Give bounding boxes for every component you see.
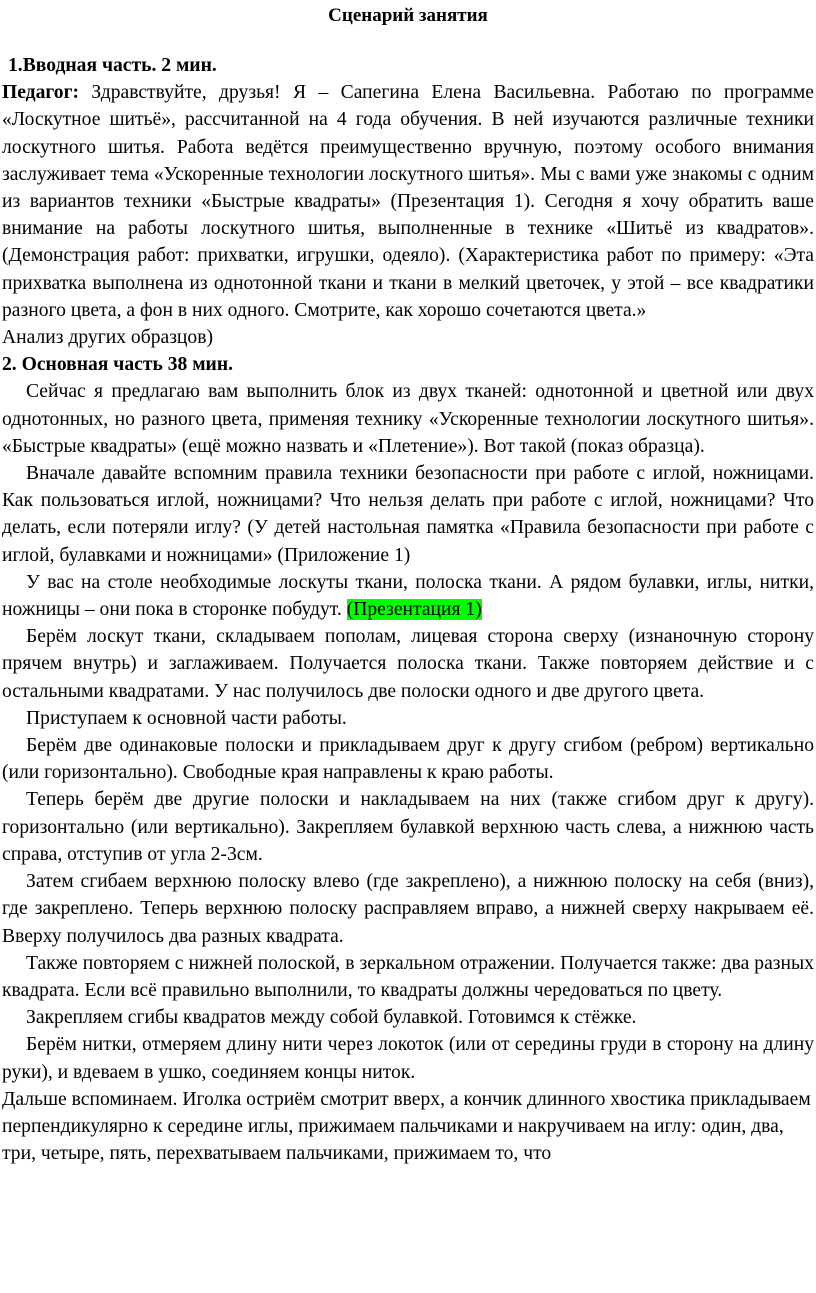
speaker-label: Педагог: [2, 82, 80, 104]
paragraph-12: Дальше вспоминаем. Иголка остриём смотрит вверх, а кончик длинного хвостика прикладываем перпендикулярно к середине иглы, прижимаем пальчиками и накручиваем на иглу: один, два, три, четыре, пять, перехватываем пальчиками, прижимаем то, что [2, 1088, 811, 1165]
paragraph-1: Сейчас я предлагаю вам выполнить блок из двух тканей: однотонной и цветной или двух однотонных, но разного цвета, применяя технику «Ускоренные технологии лоскутного шитья». «Быстрые квадраты» (ещё можно назвать и «Плетение»). Вот такой (показ образца). [2, 381, 814, 457]
paragraph-9: Также повторяем с нижней полоской, в зеркальном отражении. Получается также: два разных квадрата. Если всё правильно выполнили, то квадраты должны чередоваться по цвету. [2, 952, 814, 1001]
section-heading-intro: 1.Вводная часть. 2 мин. [8, 55, 217, 76]
intro-paragraph [2, 79, 814, 324]
section-heading-main: 2. Основная часть 38 мин. [2, 354, 234, 376]
paragraph-3 [2, 569, 814, 623]
presentation-highlight: (Презентация 1) [346, 599, 482, 621]
analysis-line: Анализ других образцов) [2, 327, 213, 349]
paragraph-8: Затем сгибаем верхнюю полоску влево (где закреплено), а нижнюю полоску на себя (вниз), где закреплено. Теперь верхнюю полоску расправляем вправо, а нижней сверху накрываем её. Вверху получилось два разных квадрата. [2, 871, 814, 947]
paragraph-6: Берём две одинаковые полоски и прикладываем друг к другу сгибом (ребром) вертикально (или горизонтально). Свободные края направлены к краю работы. [2, 735, 814, 784]
paragraph-5: Приступаем к основной части работы. [26, 707, 347, 729]
paragraph-2: Вначале давайте вспомним правила техники безопасности при работе с иглой, ножницами. Как пользоваться иглой, ножницами? Что нельзя делать при работе с иглой, ножницами? Что делать, если потеряли иглу? (У детей настольная памятка «Правила безопасности при работе с иглой, булавками и ножницами» (Приложение 1) [2, 463, 814, 566]
paragraph-11: Берём нитки, отмеряем длину нити через локоток (или от середины груди в сторону на длину руки), и вдеваем в ушко, соединяем концы ниток. [2, 1034, 814, 1083]
document-title: Сценарий занятия [328, 5, 488, 26]
paragraph-10: Закрепляем сгибы квадратов между собой булавкой. Готовимся к стёжке. [26, 1007, 637, 1029]
paragraph-4: Берём лоскут ткани, складываем пополам, лицевая сторона сверху (изнаночную сторону прячем внутрь) и заглаживаем. Получается полоска ткани. Также повторяем действие и с остальными квадратами. У нас получилось две полоски одного и две другого цвета. [2, 626, 814, 702]
intro-text: Здравствуйте, друзья! Я – Сапегина Елена Васильевна. Работаю по программе «Лоскутное шитьё», рассчитанной на 4 года обучения. В ней изучаются различные техники лоскутного шитья. Работа ведётся преимущественно вручную, поэтому особого внимания заслуживает тема «Ускоренные технологии лоскутного шитья». Мы с вами уже знакомы с одним из вариантов техники «Быстрые квадраты» (Презентация 1). Сегодня я хочу обратить ваше внимание на работы лоскутного шитья, выполненные в технике «Шитьё из квадратов». (Демонстрация работ: прихватки, игрушки, одеяло). (Характеристика работ по примеру: «Эта прихватка выполнена из однотонной ткани и ткани в мелкий цветочек, у этой – все квадратики разного цвета, а фон в них одного. Смотрите, как хорошо сочетаются цвета.» [2, 82, 814, 321]
paragraph-7: Теперь берём две другие полоски и накладываем на них (также сгибом друг к другу). горизонтально (или вертикально). Закрепляем булавкой верхнюю часть слева, а нижнюю часть справа, отступив от угла 2-3см. [2, 789, 814, 865]
paragraph-3-text: У вас на столе необходимые лоскуты ткани, полоска ткани. А рядом булавки, иглы, нитки, ножницы – они пока в сторонке побудут. [2, 571, 814, 621]
